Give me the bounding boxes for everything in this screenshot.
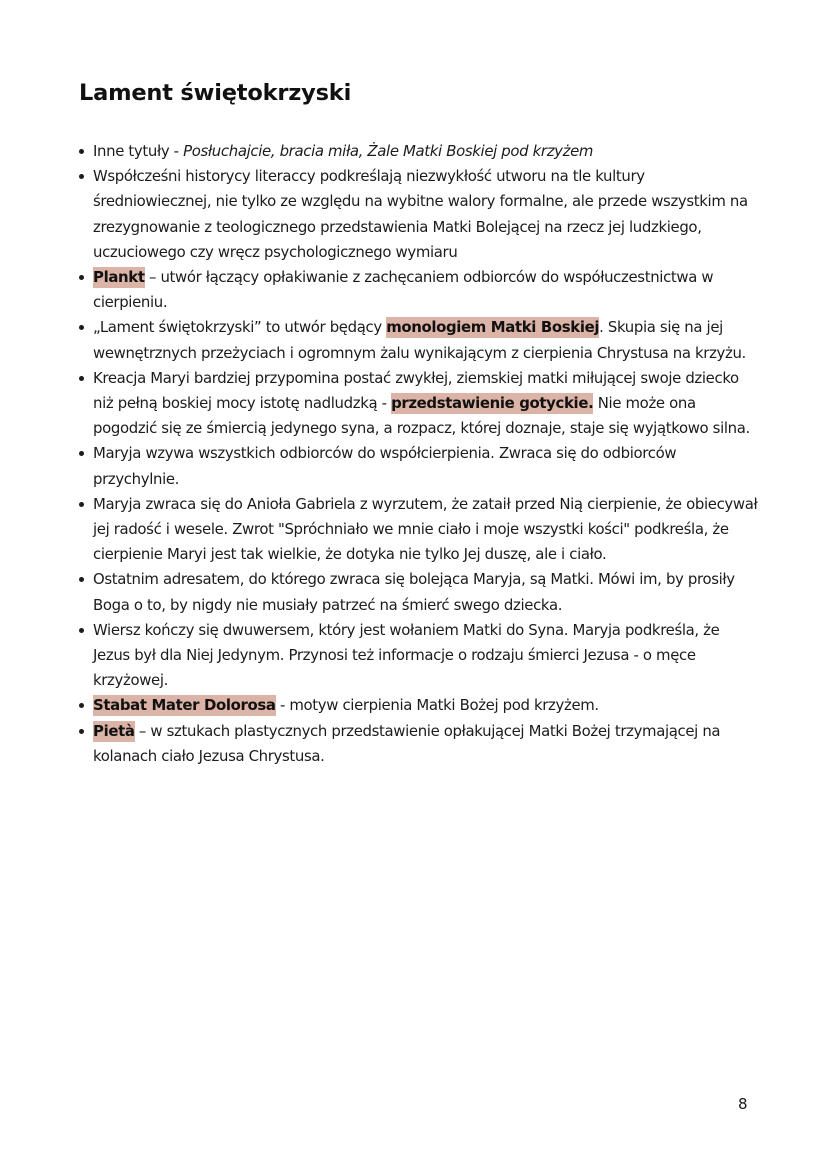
item-text-after: . Skupia się na jej wewnętrznych przeżyciach i ogromnym żalu wynikającym z cierpienia Chrystusa na krzyżu. bbox=[93, 318, 746, 362]
bullet-group-kreacja bbox=[78, 366, 758, 442]
list-item-historians bbox=[78, 164, 758, 265]
page-number: 8 bbox=[738, 1095, 748, 1113]
bullet-group-stabat bbox=[78, 693, 758, 718]
item-prefix: Inne tytuły - bbox=[93, 142, 184, 160]
notes-content bbox=[78, 139, 758, 769]
item-text: Ostatnim adresatem, do którego zwraca się bolejąca Maryja, są Matki. Mówi im, by prosiły Boga o to, by nigdy nie musiały patrzeć na śmierć swego dziecka. bbox=[93, 570, 735, 614]
bullet-group-intro bbox=[78, 139, 758, 265]
list-item-kreacja bbox=[78, 366, 758, 442]
page-title: Lament świętokrzyski bbox=[79, 80, 352, 106]
other-titles-italic: Posłuchajcie, bracia miła, Żale Matki Boskiej pod krzyżem bbox=[183, 142, 594, 160]
item-text: Współcześni historycy literaccy podkreślają niezwykłość utworu na tle kultury średniowiecznej, nie tylko ze względu na wybitne walory formalne, ale przede wszystkim na zrezygnowanie z teologicznego przedstawienia Matki Bolejącej na rzecz jej ludzkiego, uczuciowego czy wręcz psychologicznego wymiaru bbox=[93, 167, 748, 261]
item-text: – utwór łączący opłakiwanie z zachęcaniem odbiorców do współuczestnictwa w cierpieniu. bbox=[93, 268, 714, 312]
item-text: – w sztukach plastycznych przedstawienie opłakującej Matki Bożej trzymającej na kolanach ciało Jezusa Chrystusa. bbox=[93, 721, 721, 765]
highlighted-term-pieta: Pietà bbox=[93, 721, 135, 740]
item-text: Wiersz kończy się dwuwersem, który jest wołaniem Matki do Syna. Maryja podkreśla, że Jezus był dla Niej Jedynym. Przynosi też informacje o rodzaju śmierci Jezusa - o męce krzyżowej. bbox=[93, 620, 720, 690]
item-text: Maryja zwraca się do Anioła Gabriela z wyrzutem, że zataił przed Nią cierpienie, że obiecywał jej radość i wesele. Zwrot "Spróchniało we mnie ciało i moje wszystki kości" podkreśla, że cierpienie Maryi jest tak wielkie, że dotyka nie tylko Jej duszę, ale i ciało. bbox=[93, 494, 758, 564]
item-text-before: Kreacja Maryi bardziej przypomina postać zwykłej, ziemskiej matki miłującej swoje dziecko niż pełną boskiej mocy istotę nadludzką - bbox=[93, 368, 739, 413]
list-item-pieta bbox=[78, 719, 758, 769]
bullet-group-pieta bbox=[78, 719, 758, 769]
list-item bbox=[78, 441, 758, 491]
list-item bbox=[78, 567, 758, 617]
item-text: Maryja wzywa wszystkich odbiorców do współcierpienia. Zwraca się do odbiorców przychylnie. bbox=[93, 444, 677, 488]
list-item bbox=[78, 492, 758, 568]
highlighted-term-plankt: Plankt bbox=[93, 268, 145, 287]
bullet-group-monolog bbox=[78, 315, 758, 365]
list-item-other-titles bbox=[78, 139, 758, 164]
highlighted-phrase-monolog: monologiem Matki Boskiej bbox=[386, 318, 600, 337]
item-text-before: „Lament świętokrzyski” to utwór będący bbox=[93, 318, 387, 337]
highlighted-phrase-gotyckie: przedstawienie gotyckie. bbox=[391, 394, 594, 413]
highlighted-term-stabat: Stabat Mater Dolorosa bbox=[93, 696, 276, 715]
item-text-after: Nie może ona pogodzić się ze śmiercią jedynego syna, a rozpacz, której doznaje, staje się wyjątkowo silna. bbox=[93, 394, 750, 438]
list-item-stabat bbox=[78, 693, 758, 718]
list-item-plankt bbox=[78, 265, 758, 315]
bullet-group-maryja bbox=[78, 441, 758, 693]
item-text: - motyw cierpienia Matki Bożej pod krzyżem. bbox=[275, 696, 599, 715]
list-item bbox=[78, 618, 758, 694]
list-item-monolog bbox=[78, 315, 758, 365]
bullet-group-plankt bbox=[78, 265, 758, 315]
